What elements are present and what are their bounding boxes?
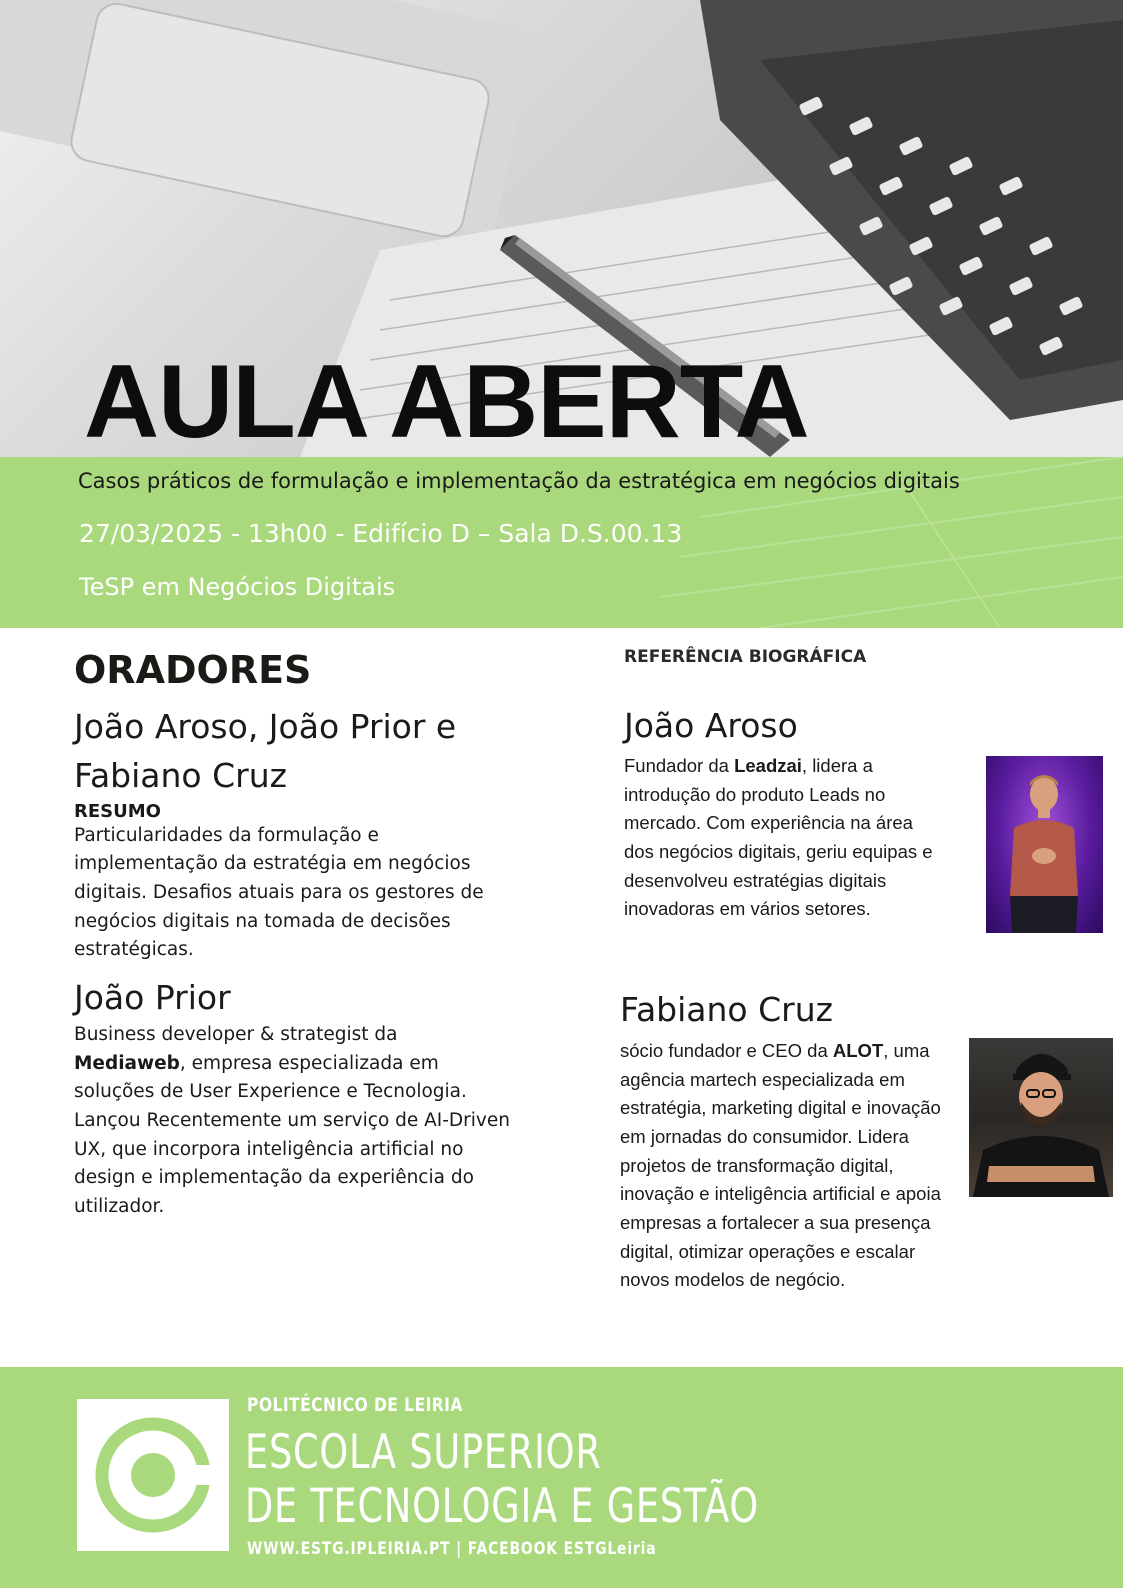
- speakers-line-2: Fabiano Cruz: [74, 756, 287, 796]
- cruz-photo: [969, 1038, 1113, 1197]
- summary-label: RESUMO: [74, 800, 161, 822]
- speakers-column: [74, 650, 514, 1222]
- summary-text: Particularidades da formulação e implementação da estratégia em negócios digitais. Desafios atuais para os gestores de negócios digitais na tomada de decisões estratégicas.: [74, 824, 484, 961]
- logo-icon: [77, 1399, 229, 1551]
- speakers-heading: ORADORES: [74, 648, 312, 692]
- event-subtitle: Casos práticos de formulação e implementação da estratégica em negócios digitais: [78, 469, 960, 493]
- bio-reference-label: REFERÊNCIA BIOGRÁFICA: [624, 647, 867, 667]
- prior-name: João Prior: [74, 978, 231, 1018]
- hero-banner: [0, 0, 1123, 457]
- speakers-list: [74, 702, 514, 801]
- event-date-location: 27/03/2025 - 13h00 - Edifício D – Sala D.S.00.13: [79, 519, 683, 548]
- cruz-bio-rest: , uma agência martech especializada em estratégia, marketing digital e inovação em jornadas do consumidor. Lidera projetos de transformação digital, inovação e inteligência artificial e apoia empresas a fortalecer a sua presença digital, otimizar operações e escalar novos modelos de negócio.: [620, 1040, 941, 1291]
- aroso-bio-rest: , lidera a introdução do produto Leads no mercado. Com experiência na área dos negócios digitais, geriu equipas e desenvolveu estratégias digitais inovadoras em vários setores.: [624, 755, 933, 920]
- aroso-bio: [624, 752, 944, 924]
- aroso-bio-start: Fundador da: [624, 755, 735, 776]
- institution-footer: [0, 1367, 1123, 1588]
- aroso-portrait: [986, 756, 1103, 933]
- institution-web-links: WWW.ESTG.IPLEIRIA.PT | FACEBOOK ESTGLeiria: [247, 1539, 657, 1559]
- school-name-line-2: DE TECNOLOGIA E GESTÃO: [245, 1479, 760, 1534]
- cruz-bio: [620, 1037, 960, 1295]
- event-course: TeSP em Negócios Digitais: [79, 573, 396, 601]
- prior-bio-start: Business developer & strategist da: [74, 1024, 398, 1046]
- aroso-name: João Aroso: [624, 706, 798, 745]
- aroso-photo: [986, 756, 1103, 933]
- cruz-bio-start: sócio fundador e CEO da: [620, 1040, 833, 1061]
- institution-name: POLITÉCNICO DE LEIRIA: [247, 1394, 463, 1416]
- prior-company: Mediaweb: [74, 1052, 180, 1074]
- cruz-portrait: [969, 1038, 1113, 1197]
- school-name-line-1: ESCOLA SUPERIOR: [245, 1425, 602, 1480]
- event-info-band: [0, 457, 1123, 628]
- aroso-company: Leadzai: [734, 755, 802, 776]
- cruz-name: Fabiano Cruz: [620, 990, 833, 1029]
- speakers-line-1: João Aroso, João Prior e: [74, 706, 457, 746]
- cruz-company: ALOT: [832, 1040, 884, 1061]
- institution-logo: [77, 1399, 229, 1551]
- prior-bio-rest: , empresa especializada em soluções de User Experience e Tecnologia. Lançou Recentemente um serviço de AI-Driven UX, que incorpora inteligência artificial no design e implementação da experiência do utilizador.: [74, 1052, 510, 1218]
- prior-bio: [74, 1021, 514, 1222]
- event-title: AULA ABERTA: [84, 344, 809, 457]
